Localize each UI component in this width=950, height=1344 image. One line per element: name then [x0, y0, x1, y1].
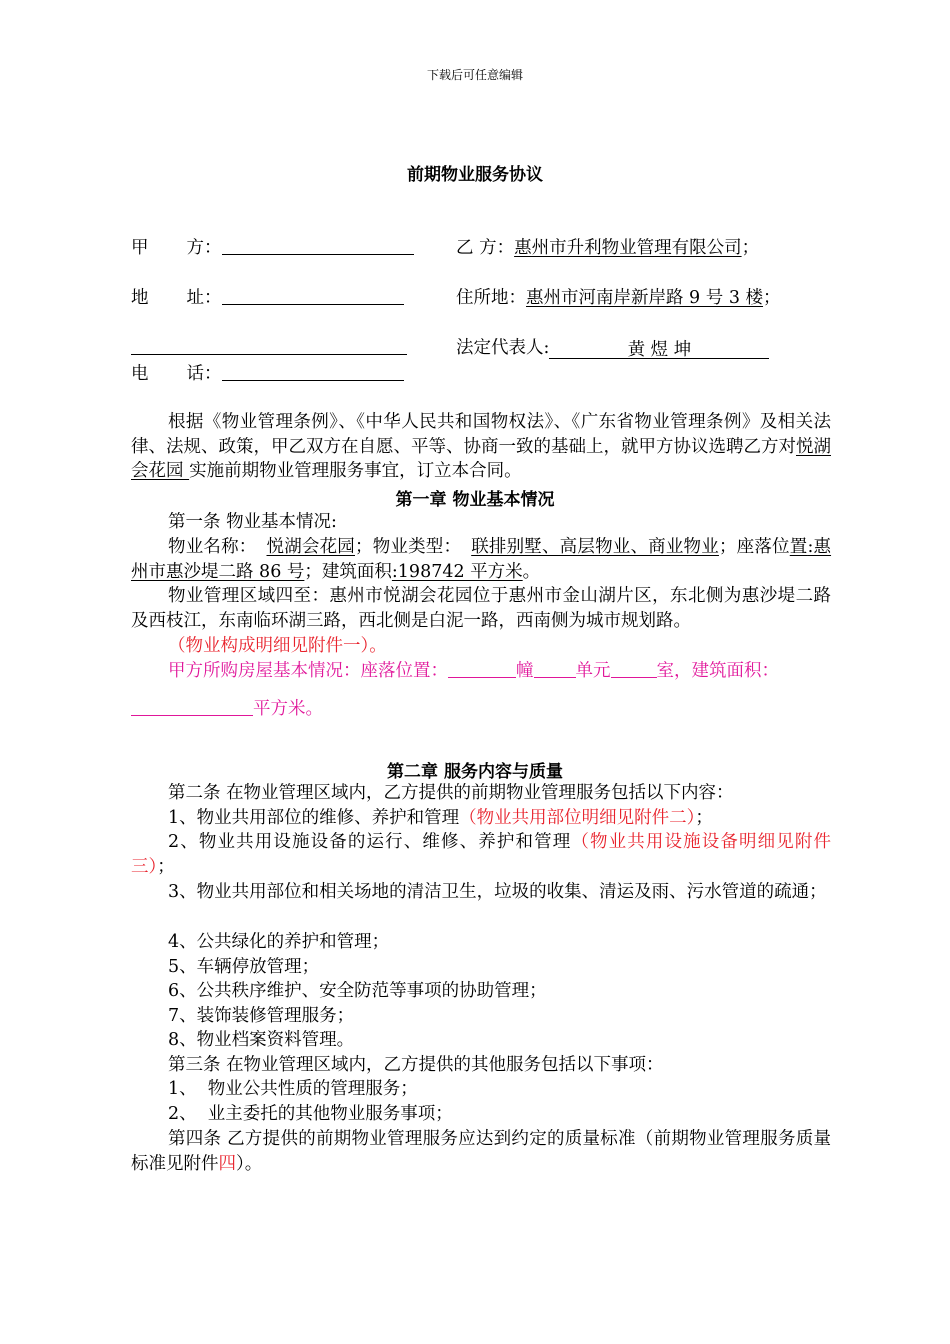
- room-blank: [611, 659, 657, 678]
- room-area-label: 室，建筑面积：: [656, 661, 779, 681]
- service-item-1-text: 1、物业共用部位的维修、养护和管理: [168, 808, 460, 828]
- article-1: 第一条 物业基本情况:: [168, 512, 337, 532]
- property-name-label: 物业名称：: [168, 537, 257, 557]
- property-area-value: :198742 平方米: [391, 561, 523, 582]
- article-4-attachment-number: 四: [218, 1153, 236, 1174]
- party-b-address-label: 住所地：: [456, 288, 526, 308]
- area-blank: [131, 697, 253, 716]
- party-a-label-2: 方：: [186, 238, 222, 258]
- address-continuation-line: [131, 354, 407, 355]
- other-service-2: 2、 业主委托的其他物业服务事项；: [168, 1104, 453, 1124]
- property-location-label: ；座落位: [718, 537, 790, 557]
- address-blank: [222, 286, 404, 305]
- unit-blank: [534, 659, 576, 678]
- service-item-2-note: （物业共用设施设备明细见附件三）: [131, 832, 831, 877]
- intro-text-end: 实施前期物业管理服务事宜，订立本合同。: [189, 461, 522, 481]
- property-name-value: 悦湖会花园: [266, 537, 355, 557]
- property-area-tail: 。: [522, 561, 541, 582]
- party-b-row: [456, 236, 759, 260]
- property-location-label-tail: 置: [789, 537, 808, 557]
- service-item-1-tail: ；: [695, 808, 713, 828]
- article-4-tail: ）。: [236, 1153, 263, 1174]
- address-label-2: 址：: [186, 288, 222, 308]
- unit-label: 单元: [575, 661, 611, 681]
- phone-label-2: 话：: [186, 364, 222, 384]
- intro-text: 根据《物业管理条例》、《中华人民共和国物权法》、《广东省物业管理条例》及相关法律、法规、政策，甲乙双方在自愿、平等、协商一致的基础上，就甲方协议选聘乙方对: [131, 412, 831, 457]
- article-2: 第二条 在物业管理区域内，乙方提供的前期物业管理服务包括以下内容：: [168, 783, 734, 803]
- service-item-8: 8、物业档案资料管理。: [168, 1030, 355, 1050]
- party-a-row: [131, 236, 414, 260]
- party-b-name: 惠州市升利物业管理有限公司: [514, 238, 742, 258]
- service-item-5: 5、车辆停放管理；: [168, 957, 320, 977]
- article-3: 第三条 在物业管理区域内，乙方提供的其他服务包括以下事项：: [168, 1055, 664, 1075]
- composition-note: （物业构成明细见附件一）。: [168, 636, 387, 656]
- intro-project-name: 悦湖会花园: [131, 436, 831, 481]
- other-service-1: 1、 物业公共性质的管理服务；: [168, 1079, 418, 1099]
- phone-blank: [222, 362, 404, 381]
- article-4-text: 第四条 乙方提供的前期物业管理服务应达到约定的质量标准（前期物业管理服务质量标准见附件: [131, 1129, 831, 1174]
- page-header: 下载后可任意编辑: [426, 68, 523, 82]
- chapter-1-title: 第一章 物业基本情况: [395, 490, 555, 510]
- property-area-label: ；建筑面积: [304, 561, 392, 582]
- area-unit-label: 平方米。: [253, 699, 323, 719]
- purchase-prefix: 甲方所购房屋基本情况：座落位置：: [168, 661, 448, 681]
- party-b-address-tail: ；: [763, 288, 781, 308]
- chapter-2-title: 第二章 服务内容与质量: [387, 762, 563, 782]
- purchase-info-line-1: [168, 659, 779, 683]
- service-item-2-text: 2、物业共用设施设备的运行、维修、养护和管理: [168, 832, 572, 852]
- service-item-1-note: （物业共用部位明细见附件二）: [459, 808, 696, 828]
- phone-label-1: 电: [131, 364, 149, 384]
- service-item-1: [168, 806, 713, 830]
- article-4: [131, 1127, 831, 1176]
- property-type-label: ；物业类型：: [355, 537, 462, 557]
- purchase-info-line-2: [131, 697, 323, 721]
- party-a-blank: [222, 236, 414, 255]
- intro-paragraph: [131, 410, 831, 484]
- building-label: 幢: [516, 661, 534, 681]
- party-b-label: 乙 方：: [456, 238, 515, 258]
- legal-rep-row: [456, 336, 769, 360]
- legal-rep-name: 黄 煜 坤: [549, 338, 769, 359]
- party-a-phone-row: [131, 362, 404, 386]
- party-a-address-row: [131, 286, 404, 310]
- property-location-value: :惠州市惠沙堤二路 86 号: [131, 537, 832, 582]
- service-item-2: [131, 830, 831, 879]
- legal-rep-label: 法定代表人:: [456, 338, 550, 358]
- service-item-3: 3、物业共用部位和相关场地的清洁卫生，垃圾的收集、清运及雨、污水管道的疏通；: [168, 882, 827, 902]
- party-a-label-1: 甲: [131, 238, 149, 258]
- party-b-address: 惠州市河南岸新岸路 9 号 3 楼: [526, 288, 764, 308]
- service-item-2-tail: ；: [157, 856, 175, 877]
- service-item-6: 6、公共秩序维护、安全防范等事项的协助管理；: [168, 981, 547, 1001]
- property-type-value: 联排别墅、高层物业、商业物业: [471, 537, 719, 557]
- service-item-7: 7、装饰装修管理服务；: [168, 1006, 355, 1026]
- service-item-4: 4、公共绿化的养护和管理；: [168, 932, 390, 952]
- property-info-paragraph: [131, 535, 831, 584]
- party-b-address-row: [456, 286, 781, 310]
- party-b-name-tail: ；: [741, 238, 760, 258]
- boundary-paragraph: 物业管理区域四至：惠州市悦湖会花园位于惠州市金山湖片区，东北侧为惠沙堤二路及西枝江，东南临环湖三路，西北侧是白泥一路，西南侧为城市规划路。: [131, 586, 831, 631]
- building-blank: [448, 659, 516, 678]
- document-title: 前期物业服务协议: [407, 165, 543, 185]
- address-label-1: 地: [131, 288, 149, 308]
